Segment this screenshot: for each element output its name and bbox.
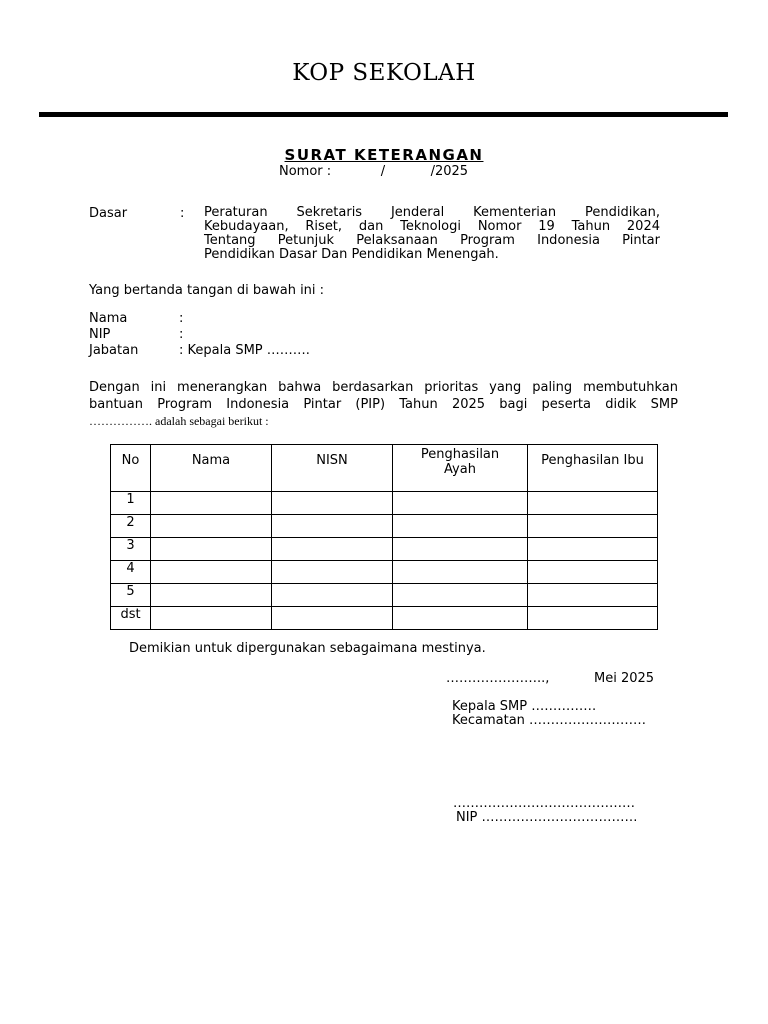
jabatan-label: Jabatan <box>89 343 139 358</box>
row-ayah-cell <box>393 584 528 607</box>
dasar-line-1: Peraturan Sekretaris Jenderal Kementerian Pendidikan, <box>204 205 660 220</box>
table-row <box>111 515 658 538</box>
header-no: No <box>111 445 151 492</box>
header-nama: Nama <box>151 445 272 492</box>
header-nisn: NISN <box>272 445 393 492</box>
signature-date: Mei 2025 <box>594 671 655 686</box>
row-nisn-cell <box>272 584 393 607</box>
nip-colon: : <box>179 327 184 342</box>
row-nama-cell <box>151 584 272 607</box>
header-ayah-line-1: Penghasilan <box>420 447 500 462</box>
table-row <box>111 538 658 561</box>
letterhead-title: KOP SEKOLAH <box>292 60 476 86</box>
dasar-line-4: Pendidikan Dasar Dan Pendidikan Menengah. <box>204 247 499 262</box>
row-nisn-cell <box>272 538 393 561</box>
row-ayah-cell <box>393 492 528 515</box>
letterhead-divider <box>39 112 728 117</box>
row-nama-cell <box>151 492 272 515</box>
paragraph-line-3: ……………. adalah sebagai berikut : <box>89 414 269 428</box>
row-number: 1 <box>111 492 151 515</box>
row-nisn-cell <box>272 561 393 584</box>
dasar-line-2: Kebudayaan, Riset, dan Teknologi Nomor 19 Tahun 2024 <box>204 219 660 234</box>
nip-label: NIP <box>89 327 111 342</box>
row-ibu-cell <box>528 607 658 630</box>
paragraph-line-1: Dengan ini menerangkan bahwa berdasarkan prioritas yang paling membutuhkan <box>89 380 678 395</box>
row-ayah-cell <box>393 515 528 538</box>
row-nama-cell <box>151 607 272 630</box>
row-ibu-cell <box>528 492 658 515</box>
signature-district: Kecamatan ……………………… <box>452 713 647 728</box>
student-table <box>110 444 658 630</box>
row-nama-cell <box>151 515 272 538</box>
row-ibu-cell <box>528 515 658 538</box>
paragraph-line-2: bantuan Program Indonesia Pintar (PIP) Tahun 2025 bagi peserta didik SMP <box>89 397 678 412</box>
table-row <box>111 561 658 584</box>
row-ayah-cell <box>393 607 528 630</box>
row-number: 2 <box>111 515 151 538</box>
dasar-text <box>204 206 660 262</box>
letter-number: Nomor : / /2025 <box>279 164 469 179</box>
letter-title-text: SURAT KETERANGAN <box>284 146 484 164</box>
row-number: 5 <box>111 584 151 607</box>
row-ayah-cell <box>393 561 528 584</box>
row-ibu-cell <box>528 561 658 584</box>
row-number: dst <box>111 607 151 630</box>
signature-position: Kepala SMP …………… <box>452 699 597 714</box>
row-number: 3 <box>111 538 151 561</box>
jabatan-value: : Kepala SMP ………. <box>179 343 310 358</box>
row-ibu-cell <box>528 538 658 561</box>
statement-paragraph <box>89 379 678 413</box>
closing-text: Demikian untuk dipergunakan sebagaimana mestinya. <box>129 641 486 656</box>
header-ayah-line-2: Ayah <box>444 462 476 477</box>
intro-text: Yang bertanda tangan di bawah ini : <box>89 283 325 298</box>
nama-colon: : <box>179 311 184 326</box>
signature-nip: NIP ……………………………… <box>456 810 638 825</box>
table-header-row <box>111 445 658 492</box>
signature-name: …………………………………… <box>453 796 635 811</box>
row-number: 4 <box>111 561 151 584</box>
row-nisn-cell <box>272 492 393 515</box>
dasar-label: Dasar <box>89 206 128 221</box>
row-nama-cell <box>151 561 272 584</box>
table-row <box>111 584 658 607</box>
header-penghasilan-ibu: Penghasilan Ibu <box>528 445 658 492</box>
letter-title <box>0 146 768 164</box>
header-penghasilan-ayah <box>393 445 528 492</box>
row-ayah-cell <box>393 538 528 561</box>
row-nisn-cell <box>272 607 393 630</box>
dasar-line-3: Tentang Petunjuk Pelaksanaan Program Indonesia Pintar <box>204 233 660 248</box>
dasar-colon: : <box>180 206 185 221</box>
row-ibu-cell <box>528 584 658 607</box>
row-nisn-cell <box>272 515 393 538</box>
row-nama-cell <box>151 538 272 561</box>
nama-label: Nama <box>89 311 128 326</box>
table-row <box>111 492 658 515</box>
signature-place: ………………….., <box>446 671 550 686</box>
table-row <box>111 607 658 630</box>
